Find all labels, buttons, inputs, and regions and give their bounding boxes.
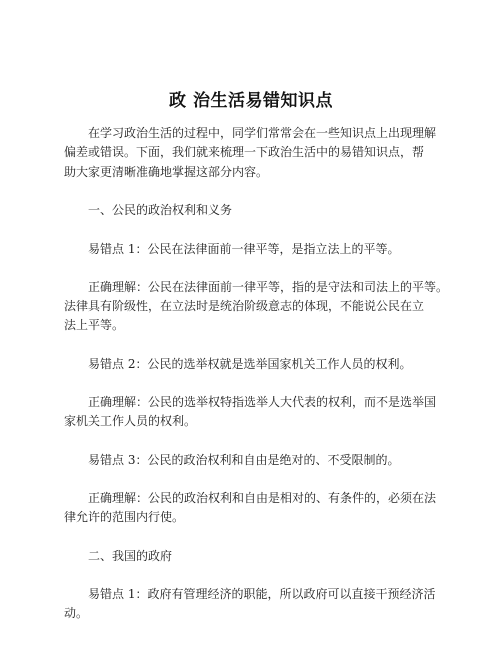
intro-line-2: 偏差或错误。下面，我们就来梳理一下政治生活中的易错知识点，帮 xyxy=(64,145,425,159)
intro-line-3: 助大家更清晰准确地掌握这部分内容。 xyxy=(64,165,269,179)
correct-understanding-1-2-line-2: 家机关工作人员的权利。 xyxy=(64,414,197,428)
correct-understanding-1-3-line-2: 律允许的范围内行使。 xyxy=(64,510,185,524)
section-heading-2: 二、我国的政府 xyxy=(88,549,173,563)
error-point-2-1-line-2: 动。 xyxy=(64,606,89,620)
correct-understanding-1-1-line-1: 正确理解：公民在法律面前一律平等，指的是守法和司法上的平等。 xyxy=(88,280,449,294)
section-heading-1: 一、公民的政治权利和义务 xyxy=(88,203,233,217)
correct-understanding-1-1-line-2: 法律具有阶级性，在立法时是统治阶级意志的体现，不能说公民在立 xyxy=(64,299,425,313)
error-point-1-2: 易错点 2：公民的选举权就是选举国家机关工作人员的权利。 xyxy=(88,357,412,371)
document-title: 政 治生活易错知识点 xyxy=(169,91,333,111)
intro-line-1: 在学习政治生活的过程中，同学们常常会在一些知识点上出现理解 xyxy=(88,126,437,140)
correct-understanding-1-2-line-1: 正确理解：公民的选举权特指选举人大代表的权利，而不是选举国 xyxy=(88,395,437,409)
error-point-2-1-line-1: 易错点 1：政府有管理经济的职能，所以政府可以直接干预经济活 xyxy=(88,587,436,601)
correct-understanding-1-1-line-3: 法上平等。 xyxy=(64,318,125,332)
error-point-1-3: 易错点 3：公民的政治权利和自由是绝对的、不受限制的。 xyxy=(88,453,400,467)
correct-understanding-1-3-line-1: 正确理解：公民的政治权利和自由是相对的、有条件的，必须在法 xyxy=(88,491,437,505)
error-point-1-1: 易错点 1：公民在法律面前一律平等，是指立法上的平等。 xyxy=(88,242,400,256)
